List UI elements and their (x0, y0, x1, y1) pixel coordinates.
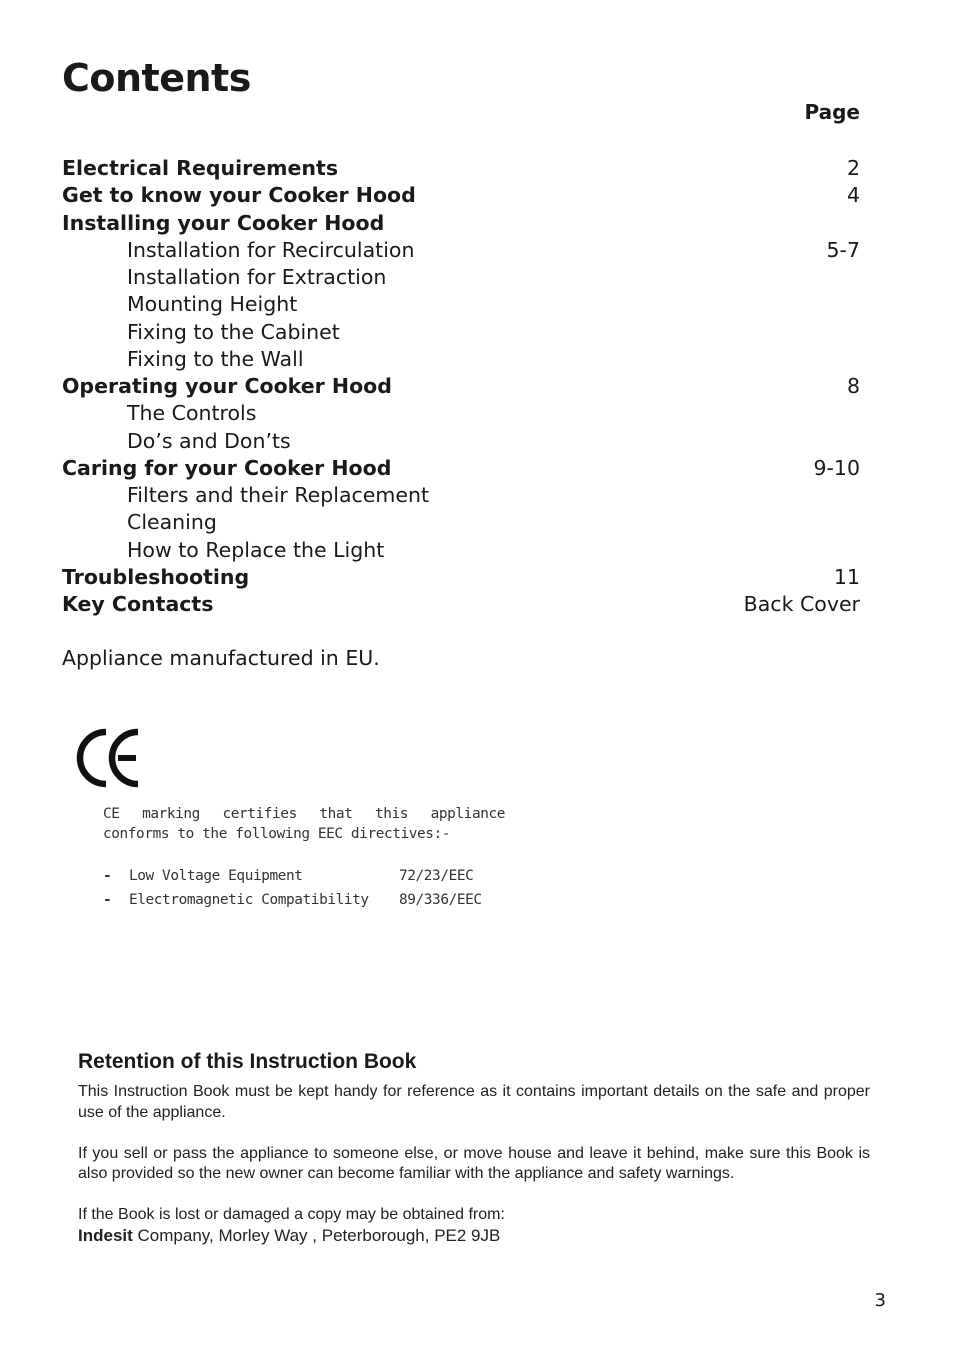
lost-book-text: If the Book is lost or damaged a copy may be obtained from: (78, 1206, 505, 1223)
ce-mark-icon (76, 728, 142, 788)
directive-item (103, 888, 523, 912)
toc-entry-label: Cleaning (127, 510, 217, 535)
toc-entry (62, 591, 860, 618)
toc-entry-label: Fixing to the Wall (127, 346, 304, 371)
toc-entry-page: 4 (846, 183, 860, 208)
directive-bullet: - (103, 892, 112, 908)
toc-entry-page: 2 (846, 156, 860, 180)
toc-entry-page: 9-10 (813, 455, 860, 480)
page-number: 3 (874, 1290, 886, 1311)
retention-paragraph: If you sell or pass the appliance to someone else, or move house and leave it behind, make sure this Book is also provided so the new owner can become familiar with the appliance and safety warnings. (78, 1144, 870, 1182)
manufactured-note: Appliance manufactured in EU. (62, 646, 380, 670)
toc-entry (62, 455, 860, 482)
company-brand: Indesit (78, 1225, 133, 1245)
company-address-text: Company, Morley Way , Peterborough, PE2 9JB (132, 1225, 501, 1245)
toc-entry (62, 319, 860, 346)
toc-entry (62, 155, 860, 182)
directive-list (103, 864, 523, 912)
toc-entry (62, 537, 860, 564)
directive-name: Low Voltage Equipment (129, 868, 303, 884)
toc-entry-label: Fixing to the Cabinet (127, 319, 340, 344)
toc-entry-label: The Controls (127, 401, 257, 426)
toc-entry (62, 482, 860, 509)
directive-code: 72/23/EEC (399, 868, 474, 884)
retention-paragraph: This Instruction Book must be kept handy for reference as it contains important details on the safe and proper use of the appliance. (78, 1083, 870, 1121)
toc-entry-label: Filters and their Replacement (127, 483, 430, 507)
directive-name: Electromagnetic Compatibility (129, 892, 369, 908)
toc-entry (62, 182, 860, 209)
toc-entry-label: Mounting Height (127, 292, 298, 317)
toc-entry (62, 210, 860, 237)
toc-entry-label: Operating your Cooker Hood (62, 374, 392, 398)
toc-entry-label: Caring for your Cooker Hood (62, 455, 392, 480)
toc-entry (62, 237, 860, 264)
toc-entry (62, 564, 860, 591)
directive-bullet: - (103, 868, 112, 884)
table-of-contents (62, 155, 860, 618)
toc-entry (62, 291, 860, 318)
toc-entry (62, 264, 860, 291)
toc-entry-label: Get to know your Cooker Hood (62, 183, 416, 208)
toc-entry-page: 8 (846, 374, 860, 398)
toc-entry-page: Back Cover (743, 592, 860, 616)
toc-entry (62, 428, 860, 455)
toc-entry (62, 400, 860, 427)
toc-entry-label: Key Contacts (62, 592, 214, 616)
toc-entry-label: Do’s and Don’ts (127, 428, 291, 453)
directive-code: 89/336/EEC (399, 892, 482, 908)
page-column-header: Page (804, 100, 860, 124)
retention-body (78, 1082, 870, 1247)
page-title: Contents (62, 56, 251, 100)
toc-entry-label: Troubleshooting (62, 564, 250, 589)
ce-statement: CE marking certifies that this appliance conforms to the following EEC directives:- (103, 806, 505, 842)
toc-entry-label: How to Replace the Light (127, 537, 385, 562)
lost-book-note (78, 1205, 870, 1247)
toc-entry (62, 346, 860, 373)
retention-heading: Retention of this Instruction Book (78, 1050, 417, 1073)
toc-entry-label: Installing your Cooker Hood (62, 210, 385, 235)
toc-entry-page: 11 (833, 564, 860, 589)
toc-entry-label: Installation for Recirculation (127, 237, 415, 262)
company-address (78, 1226, 500, 1245)
toc-entry (62, 509, 860, 536)
toc-entry-label: Installation for Extraction (127, 265, 387, 289)
toc-entry-label: Electrical Requirements (62, 156, 339, 180)
toc-entry-page: 5-7 (826, 237, 860, 262)
toc-entry (62, 373, 860, 400)
directive-item (103, 864, 523, 888)
